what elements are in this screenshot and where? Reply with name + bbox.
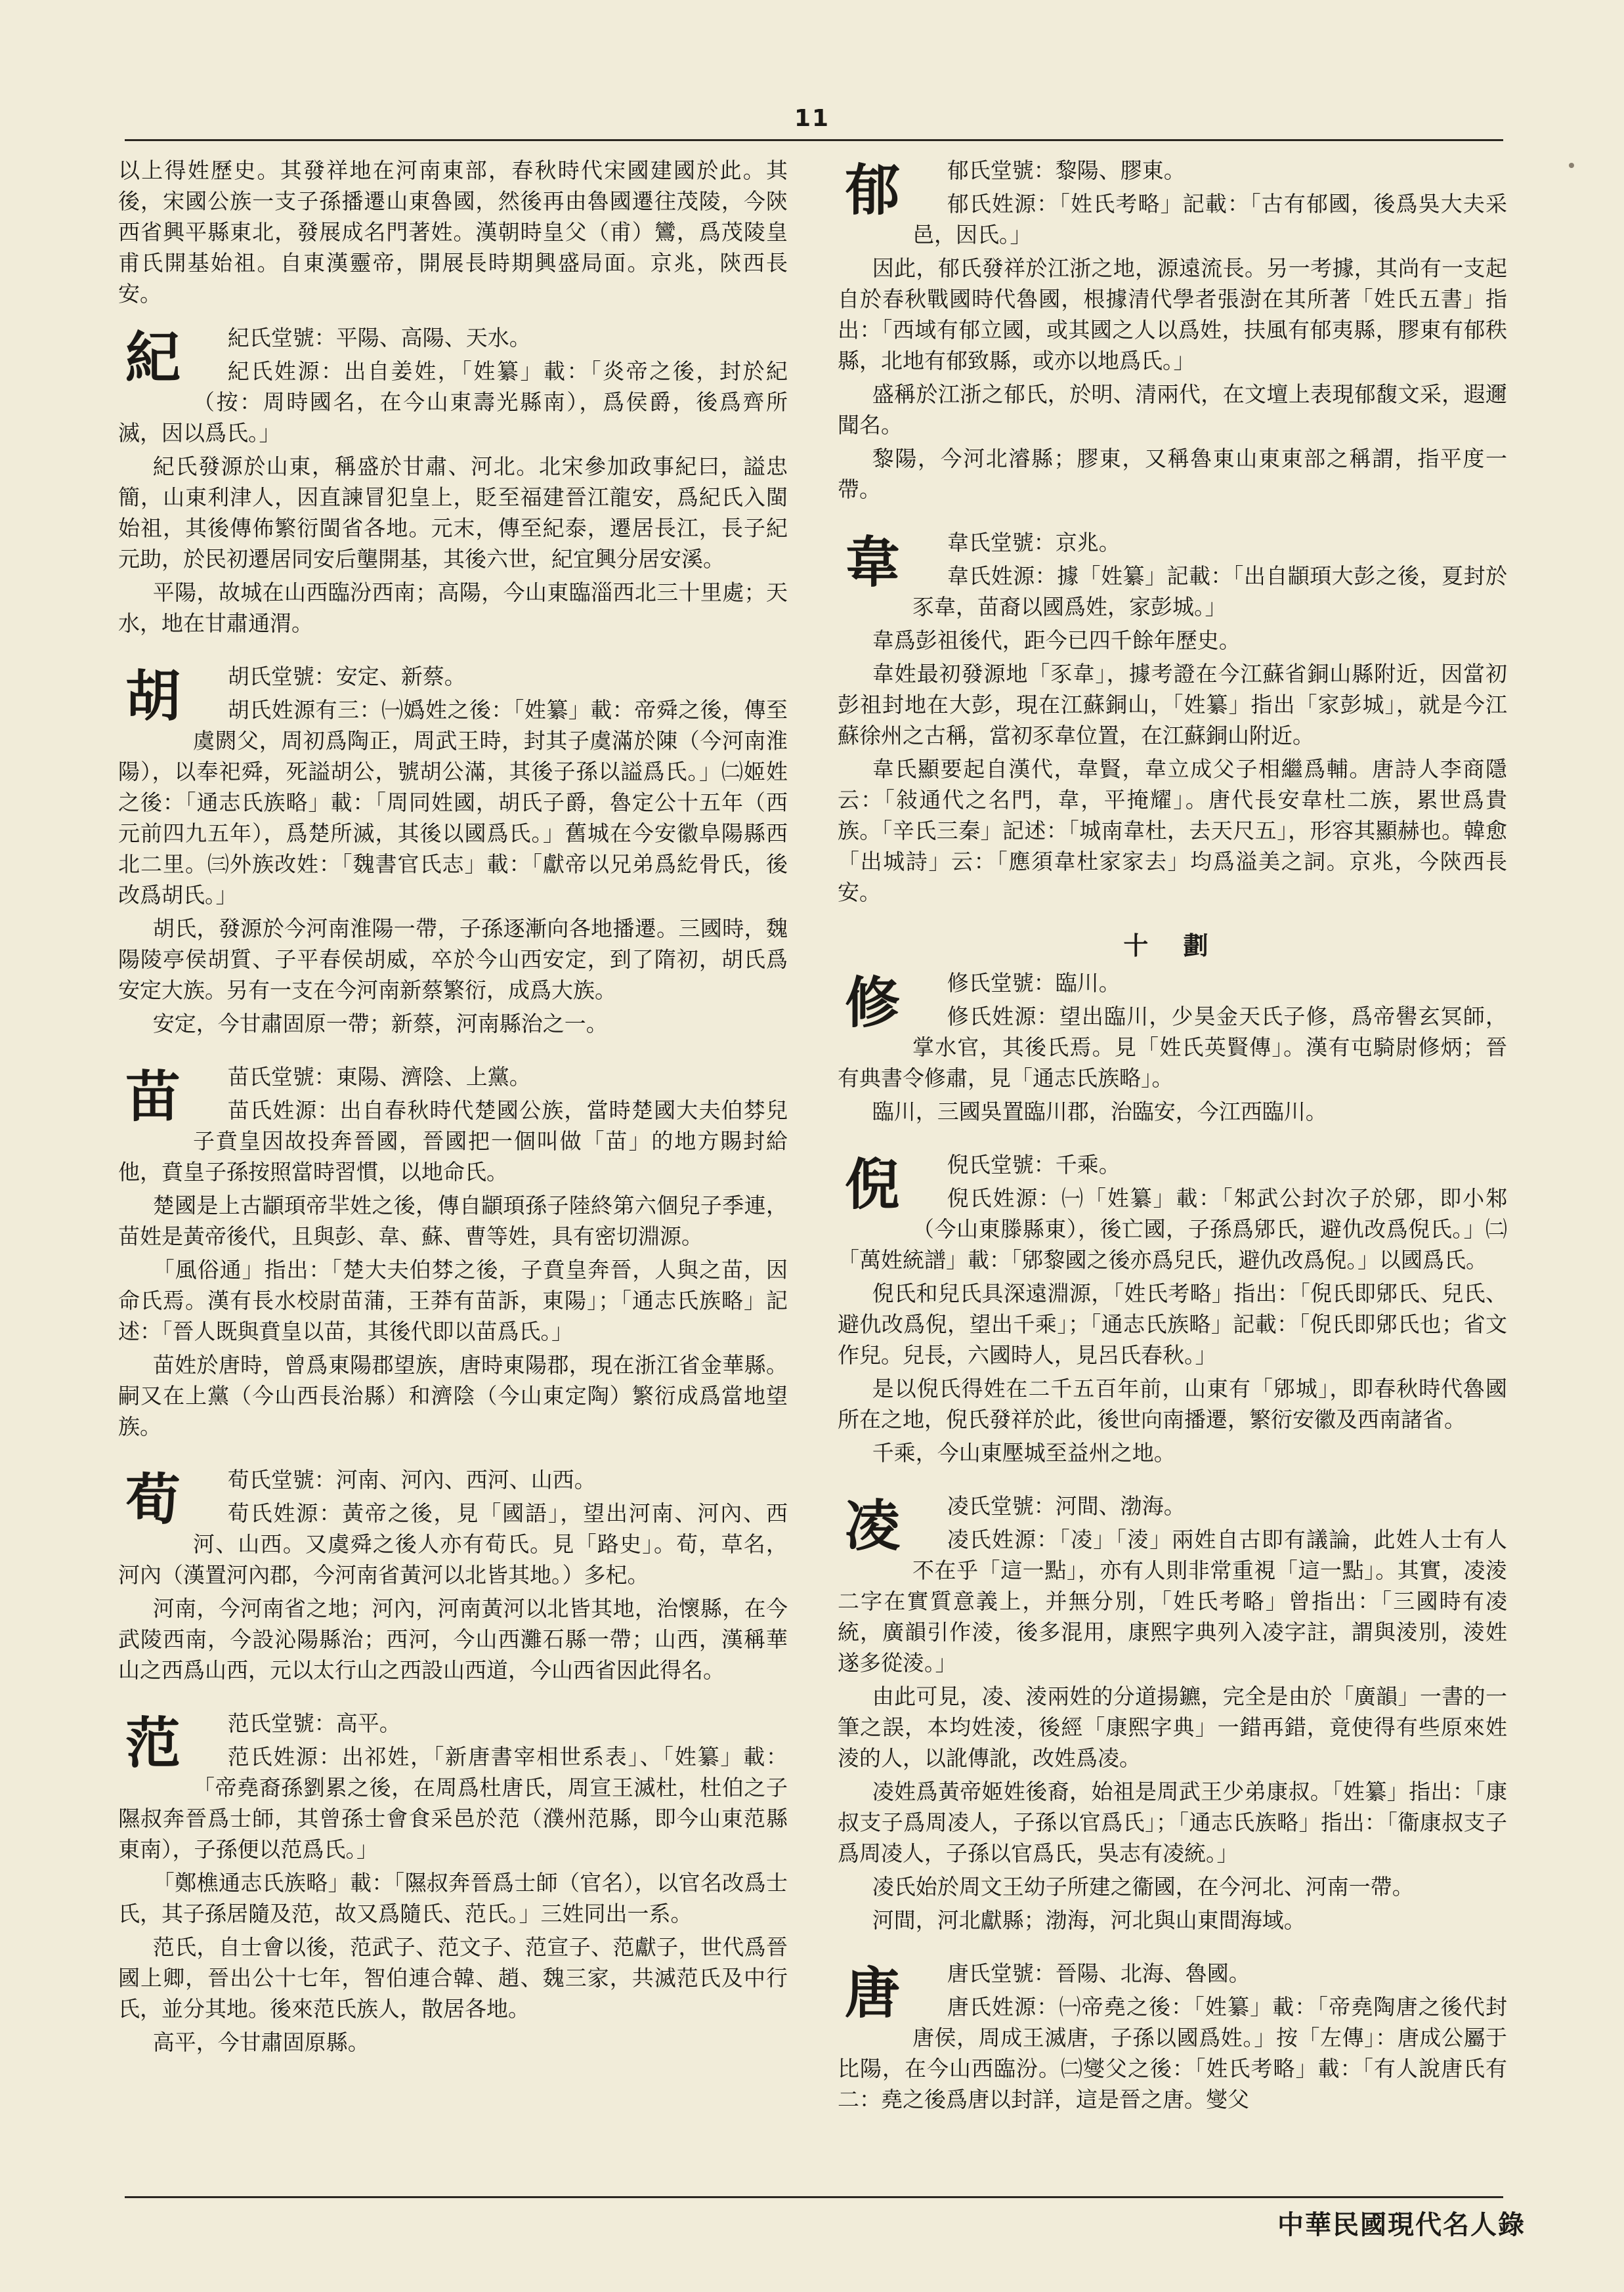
entry-paragraph: 郁氏堂號：黎陽、膠東。: [947, 158, 1186, 183]
entry-paragraph: 盛稱於江浙之郁氏，於明、清兩代，在文壇上表現郁馥文采，遐邇聞名。: [838, 381, 1507, 438]
surname-entry-header: [838, 1149, 1507, 1471]
entry-paragraph: 紀氏堂號：平陽、高陽、天水。: [227, 325, 531, 350]
surname-entry: [838, 527, 1507, 910]
entry-paragraph: 因此，郁氏發祥於江浙之地，源遠流長。另一考據，其尚有一支起自於春秋戰國時代魯國，根據清代學者張澍在其所著「姓氏五書」指出：「西域有郁立國，或其國之人以爲姓，扶風有郁夷縣，膠東有郁秩縣，北地有郁致縣，或亦以地爲氏。」: [838, 255, 1507, 373]
surname-entry: [118, 661, 788, 1042]
surname-entry-header: [118, 1464, 788, 1688]
entry-paragraph: 「風俗通」指出：「楚大夫伯棼之後，子賁皇奔晉，人與之苗，因命氏焉。漢有長水校尉苗蒲，王莽有苗訴，東陽」；「通志氏族略」記述：「晉人既與賁皇以苗，其後代即以苗爲氏。」: [118, 1257, 788, 1344]
entry-paragraph: 凌氏姓源：「凌」「淩」兩姓自古即有議論，此姓人士有人不在乎「這一點」，亦有人則非常重視「這一點」。其實，凌淩二字在實質意義上，并無分別，「姓氏考略」曾指出：「三國時有凌統，廣韻引作淩，後多混用，康熙字典列入凌字註，謂與淩別，淩姓遂多從淩。」: [838, 1527, 1507, 1676]
entry-paragraph: 荀氏姓源：黃帝之後，見「國語」，望出河南、河內、西河、山西。又虞舜之後人亦有荀氏。見「路史」。荀，草名，河內（漢置河內郡，今河南省黃河以北皆其地。）多杞。: [118, 1500, 788, 1588]
surname-character: 韋: [844, 530, 900, 595]
entry-paragraph: 范氏堂號：高平。: [227, 1710, 401, 1736]
entry-paragraph: 凌氏始於周文王幼子所建之衞國，在今河北、河南一帶。: [872, 1874, 1414, 1899]
entry-paragraph: 河南，今河南省之地；河內，河南黃河以北皆其地，治懷縣，在今武陵西南，今設沁陽縣治；西河，今山西灘石縣一帶；山西，漢稱華山之西爲山西，元以太行山之西設山西道，今山西省因此得名。: [118, 1596, 788, 1683]
entry-paragraph: 楚國是上古顓頊帝羋姓之後，傳自顓頊孫子陸終第六個兒子季連，苗姓是黃帝後代，且與彭、韋、蘇、曹等姓，具有密切淵源。: [118, 1193, 788, 1249]
entry-paragraph: 凌氏堂號：河間、渤海。: [947, 1493, 1186, 1519]
surname-entry-header: [118, 322, 788, 641]
surname-entry: [118, 1708, 788, 2060]
surname-entry-header: [838, 155, 1507, 507]
header-rule: [125, 139, 1503, 141]
entry-paragraph: 范氏，自士會以後，范武子、范文子、范宣子、范獻子，世代爲晉國上卿，晉出公十七年，智伯連合韓、趙、魏三家，共滅范氏及中行氏，並分其地。後來范氏族人，散居各地。: [118, 1934, 788, 2022]
left-column: [118, 155, 788, 2183]
surname-entry-header: [118, 1061, 788, 1445]
entry-paragraph: 修氏姓源：望出臨川，少昊金天氏子修，爲帝嚳玄冥師，掌水官，其後氏焉。見「姓氏英賢傳」。漢有屯騎尉修炳；晉有典書令修肅，見「通志氏族略」。: [838, 1004, 1507, 1091]
surname-entry-header: [838, 1491, 1507, 1938]
entry-paragraph: 苗氏姓源：出自春秋時代楚國公族，當時楚國大夫伯棼兒子賁皇因故投奔晉國，晉國把一個叫做「苗」的地方賜封給他，賁皇子孫按照當時習慣，以地命氏。: [118, 1097, 788, 1185]
entry-paragraph: 胡氏堂號：安定、新蔡。: [227, 664, 466, 689]
surname-entry: [118, 1061, 788, 1445]
surname-entry: [838, 1958, 1507, 2117]
entry-paragraph: 范氏姓源：出祁姓，「新唐書宰相世系表」、「姓纂」載：「帝堯裔孫劉累之後，在周爲杜唐氏，周宣王滅杜，杜伯之子隰叔奔晉爲士師，其曾孫士會食采邑於范（濮州范縣，即今山東范縣東南），子孫便以范爲氏。」: [118, 1744, 788, 1862]
surname-character: 凌: [844, 1493, 900, 1558]
entry-paragraph: 凌姓爲黃帝姬姓後裔，始祖是周武王少弟康叔。「姓纂」指出：「康叔支子爲周凌人，子孫以官爲氏」；「通志氏族略」指出：「衞康叔支子爲周凌人，子孫以官爲氏，吳志有凌統。」: [838, 1779, 1507, 1866]
surname-entry: [118, 322, 788, 641]
surname-entry-header: [838, 527, 1507, 910]
entry-paragraph: 胡氏姓源有三：㈠嬀姓之後：「姓纂」載：帝舜之後，傳至虞閼父，周初爲陶正，周武王時，封其子虞滿於陳（今河南淮陽），以奉祀舜，死謚胡公，號胡公滿，其後子孫以謚爲氏。」㈡姬姓之後：「通志氏族略」載：「周同姓國，胡氏子爵，魯定公十五年（西元前四九五年），爲楚所滅，其後以國爲氏。」舊城在今安徽阜陽縣西北二里。㈢外族改姓：「魏書官氏志」載：「獻帝以兄弟爲紇骨氏，後改爲胡氏。」: [118, 697, 788, 908]
entry-paragraph: 河間，河北獻縣；渤海，河北與山東間海域。: [872, 1907, 1306, 1933]
surname-character: 范: [125, 1710, 181, 1775]
entry-paragraph: 臨川，三國吳置臨川郡，治臨安，今江西臨川。: [872, 1099, 1327, 1124]
entry-paragraph: 安定，今甘肅固原一帶；新蔡，河南縣治之一。: [152, 1011, 608, 1036]
entry-paragraph: 苗氏堂號：東陽、濟陰、上黨。: [227, 1064, 531, 1090]
entry-paragraph: 胡氏，發源於今河南淮陽一帶，子孫逐漸向各地播遷。三國時，魏陽陵亭侯胡質、子平春侯胡威，卒於今山西安定，到了隋初，胡氏爲安定大族。另有一支在今河南新蔡繁衍，成爲大族。: [118, 916, 788, 1003]
entry-paragraph: 韋氏堂號：京兆。: [947, 530, 1121, 555]
entry-paragraph: 紀氏發源於山東，稱盛於甘肅、河北。北宋參加政事紀曰，謚忠簡，山東利津人，因直諫冒犯皇上，貶至福建晉江龍安，爲紀氏入閩始祖，其後傳佈繁衍閩省各地。元末，傳至紀泰，遷居長江，長子紀元助，於民初遷居同安后壟開基，其後六世，紀宜興分居安溪。: [118, 454, 788, 572]
column-intro-text: 以上得姓歷史。其發祥地在河南東部，春秋時代宋國建國於此。其後，宋國公族一支子孫播遷山東魯國，然後再由魯國遷往茂陵，今陝西省興平縣東北，發展成名門著姓。漢朝時皇父（甫）鸞，爲茂陵皇甫氏開基始祖。自東漢靈帝，開展長時期興盛局面。京兆，陝西長安。: [118, 158, 788, 307]
right-column: [838, 155, 1507, 2183]
entry-paragraph: 韋爲彭祖後代，距今已四千餘年歷史。: [872, 627, 1241, 653]
entry-paragraph: 倪氏堂號：千乘。: [947, 1152, 1121, 1178]
surname-character: 紀: [125, 325, 181, 390]
entry-paragraph: 韋氏姓源：據「姓纂」記載：「出自顓頊大彭之後，夏封於豕韋，苗裔以國爲姓，家彭城。」: [912, 563, 1507, 620]
surname-character: 倪: [844, 1152, 900, 1217]
surname-entry: [838, 967, 1507, 1130]
entry-paragraph: 紀氏姓源：出自姜姓，「姓纂」載：「炎帝之後，封於紀（按：周時國名，在今山東壽光縣南），爲侯爵，後爲齊所滅，因以爲氏。」: [118, 358, 788, 446]
surname-entry: [838, 1491, 1507, 1938]
entry-paragraph: 倪氏和兒氏具深遠淵源，「姓氏考略」指出：「倪氏即郳氏、兒氏、避仇改爲倪，望出千乘」；「通志氏族略」記載：「倪氏即郳氏也；省文作兒。兒長，六國時人，見呂氏春秋。」: [838, 1281, 1507, 1368]
surname-entry-header: [118, 1708, 788, 2060]
entry-paragraph: 由此可見，凌、淩兩姓的分道揚鑣，完全是由於「廣韻」一書的一筆之誤，本均姓淩，後經「康熙字典」一錯再錯，竟使得有些原來姓淩的人，以訛傳訛，改姓爲凌。: [838, 1684, 1507, 1771]
footer-rule: [125, 2196, 1503, 2198]
entry-paragraph: 平陽，故城在山西臨汾西南；高陽，今山東臨淄西北三十里處；天水，地在甘肅通渭。: [118, 580, 788, 636]
entry-paragraph: 修氏堂號：臨川。: [947, 970, 1121, 996]
entry-paragraph: 是以倪氏得姓在二千五百年前，山東有「郳城」，即春秋時代魯國所在之地，倪氏發祥於此，後世向南播遷，繁衍安徽及西南諸省。: [838, 1376, 1507, 1432]
surname-character: 唐: [844, 1961, 900, 2026]
surname-entry: [838, 155, 1507, 507]
section-heading: 十 劃: [1123, 931, 1222, 960]
footer-title: 中華民國現代名人錄: [1277, 2209, 1526, 2240]
surname-entry: [838, 1149, 1507, 1471]
entry-paragraph: 千乘，今山東壓城至益州之地。: [872, 1440, 1176, 1466]
entry-paragraph: 唐氏堂號：晉陽、北海、魯國。: [947, 1961, 1250, 1986]
entry-paragraph: 高平，今甘肅固原縣。: [152, 2029, 370, 2055]
entry-paragraph: 荀氏堂號：河南、河內、西河、山西。: [227, 1467, 596, 1493]
entry-paragraph: 黎陽，今河北濬縣；膠東，又稱魯東山東東部之稱謂，指平度一帶。: [838, 446, 1507, 502]
surname-entry-header: [838, 967, 1507, 1130]
margin-dot: [1569, 163, 1574, 168]
entry-paragraph: 郁氏姓源：「姓氏考略」記載：「古有郁國，後爲吳大夫采邑，因氏。」: [912, 191, 1507, 247]
page-number: 11: [794, 105, 830, 132]
surname-character: 荀: [125, 1467, 181, 1532]
surname-character: 苗: [125, 1064, 181, 1129]
entry-paragraph: 倪氏姓源：㈠「姓纂」載：「邾武公封次子於郳，即小邾（今山東滕縣東），後亡國，子孫爲郳氏，避仇改爲倪氏。」㈡「萬姓統譜」載：「郳黎國之後亦爲兒氏，避仇改爲倪。」以國爲氏。: [838, 1185, 1507, 1273]
entry-paragraph: 苗姓於唐時，曾爲東陽郡望族，唐時東陽郡，現在浙江省金華縣。嗣又在上黨（今山西長治縣）和濟陰（今山東定陶）繁衍成爲當地望族。: [118, 1352, 788, 1439]
surname-character: 胡: [125, 664, 181, 729]
surname-character: 郁: [844, 158, 900, 223]
surname-entry-header: [838, 1958, 1507, 2117]
entry-paragraph: 韋氏顯要起自漢代，韋賢，韋立成父子相繼爲輔。唐詩人李商隱云：「敍通代之名門，韋，平掩耀」。唐代長安韋杜二族，累世爲貴族。「辛氏三秦」記述：「城南韋杜，去天尺五」，形容其顯赫也。韓愈「出城詩」云：「應須韋杜家家去」均爲溢美之詞。京兆，今陝西長安。: [838, 756, 1507, 905]
entry-paragraph: 唐氏姓源：㈠帝堯之後：「姓纂」載：「帝堯陶唐之後代封唐侯，周成王滅唐，子孫以國爲姓。」按「左傳」：唐成公屬于比陽，在今山西臨汾。㈡燮父之後：「姓氏考略」載：「有人說唐氏有二：堯之後爲唐以封詳，這是晉之唐。燮父: [838, 1994, 1507, 2112]
surname-character: 修: [844, 970, 900, 1035]
entry-paragraph: 「鄭樵通志氏族略」載：「隰叔奔晉爲士師（官名），以官名改爲士氏，其子孫居隨及范，故又爲隨氏、范氏。」三姓同出一系。: [118, 1870, 788, 1926]
surname-entry-header: [118, 661, 788, 1042]
entry-paragraph: 韋姓最初發源地「豕韋」，據考證在今江蘇省銅山縣附近，因當初彭祖封地在大彭，現在江蘇銅山，「姓纂」指出「家彭城」，就是今江蘇徐州之古稱，當初豕韋位置，在江蘇銅山附近。: [838, 661, 1507, 748]
surname-entry: [118, 1464, 788, 1688]
